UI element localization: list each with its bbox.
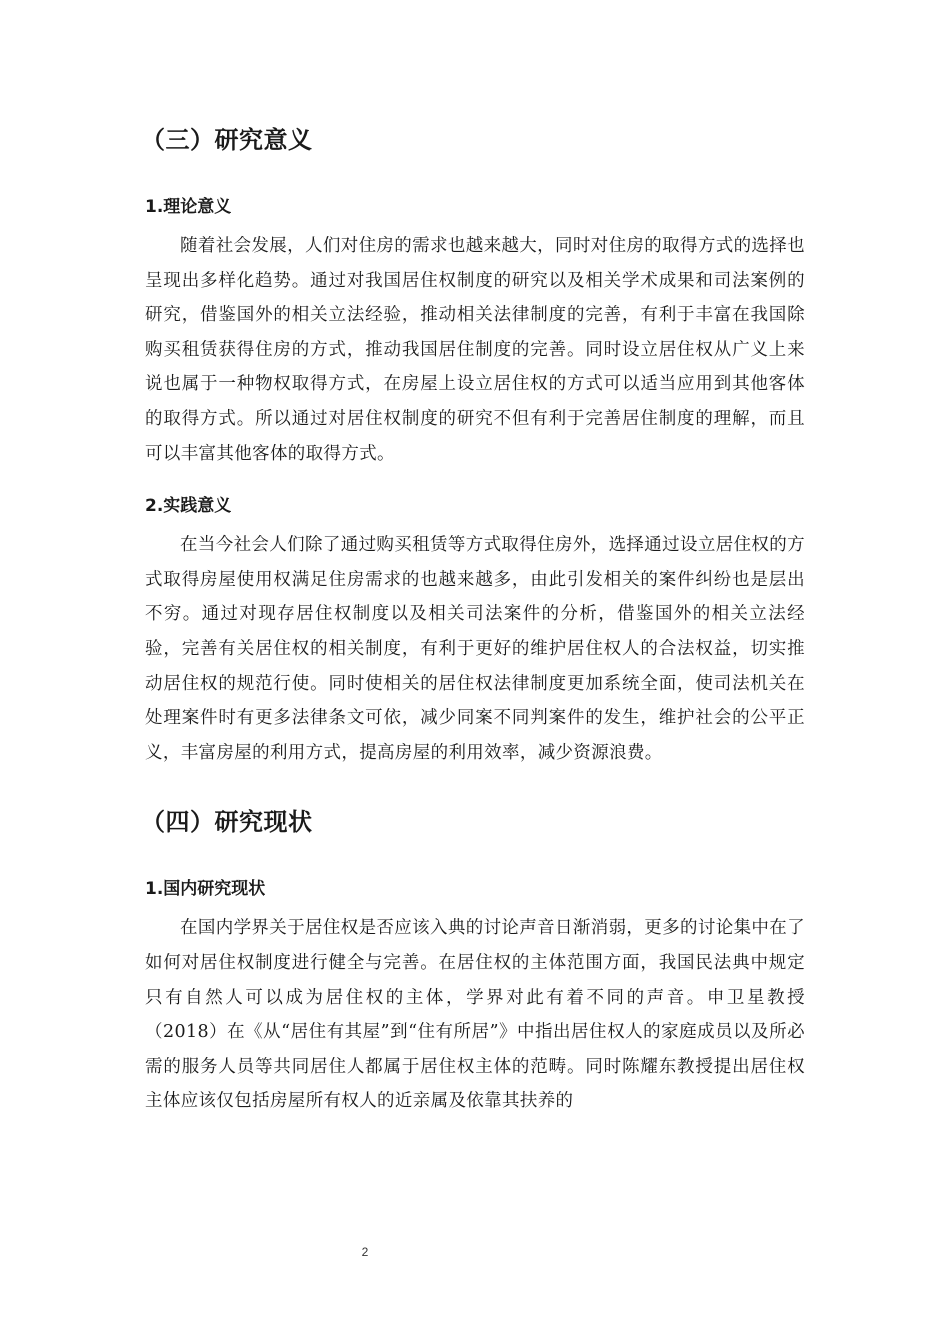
subsection-title-theoretical-significance: 1.理论意义 xyxy=(145,197,232,217)
paragraph-practical-significance: 在当今社会人们除了通过购买租赁等方式取得住房外，选择通过设立居住权的方式取得房屋使用权满足住房需求的也越来越多，由此引发相关的案件纠纷也是层出不穷。通过对现存居住权制度以及相关司法案件的分析，借鉴国外的相关立法经验，完善有关居住权的相关制度，有利于更好的维护居住权人的合法权益，切实推动居住权的规范行使。同时使相关的居住权法律制度更加系统全面，使司法机关在处理案件时有更多法律条文可依，减少同案不同判案件的发生，维护社会的公平正义，丰富房屋的利用方式，提高房屋的利用效率，减少资源浪费。 xyxy=(145,535,805,763)
subsection-title-practical-significance: 2.实践意义 xyxy=(145,496,232,517)
subsection-title-domestic-research-status: 1.国内研究现状 xyxy=(145,879,266,900)
paragraph-theoretical-significance: 随着社会发展，人们对住房的需求也越来越大，同时对住房的取得方式的选择也呈现出多样化趋势。通过对我国居住权制度的研究以及相关学术成果和司法案例的研究，借鉴国外的相关立法经验，推动相关法律制度的完善，有利于丰富在我国除购买租赁获得住房的方式，推动我国居住制度的完善。同时设立居住权从广义上来说也属于一种物权取得方式，在房屋上设立居住权的方式可以适当应用到其他客体的取得方式。所以通过对居住权制度的研究不但有利于完善居住制度的理解，而且可以丰富其他客体的取得方式。 xyxy=(145,236,805,464)
paragraph-domestic-research-status: 在国内学界关于居住权是否应该入典的讨论声音日渐消弱，更多的讨论集中在了如何对居住权制度进行健全与完善。在居住权的主体范围方面，我国民法典中规定只有自然人可以成为居住权的主体，学界对此有着不同的声音。申卫星教授（2018）在《从“居住有其屋”到“住有所居”》中指出居住权人的家庭成员以及所必需的服务人员等共同居住人都属于居住权主体的范畴。同时陈耀东教授提出居住权主体应该仅包括房屋所有权人的近亲属及依靠其扶养的 xyxy=(145,918,805,1112)
section-heading-research-significance: （三）研究意义 xyxy=(141,126,313,154)
page-number: 2 xyxy=(361,1245,369,1259)
section-heading-research-status: （四）研究现状 xyxy=(141,808,313,837)
page-content xyxy=(141,118,805,1139)
